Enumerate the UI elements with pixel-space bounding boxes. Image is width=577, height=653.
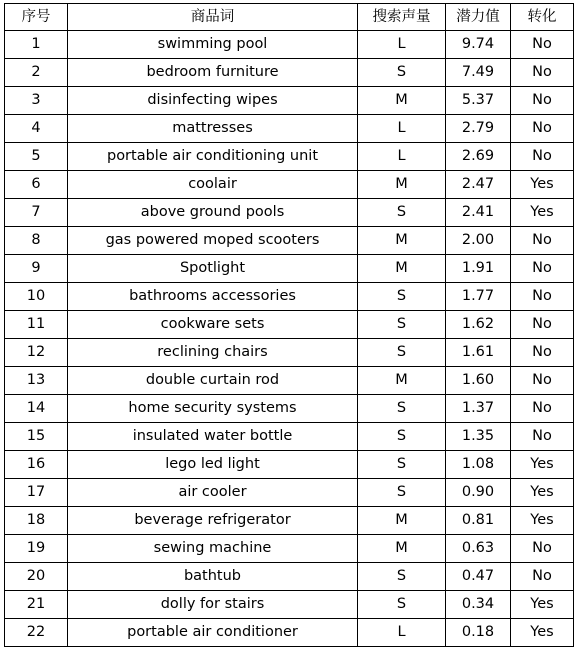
table-row	[5, 311, 574, 339]
table-row	[5, 255, 574, 283]
cell-conversion: Yes	[511, 507, 574, 535]
cell-search-volume: S	[358, 311, 446, 339]
table-row	[5, 563, 574, 591]
header-potential: 潜力值	[446, 4, 511, 31]
cell-index: 1	[5, 31, 68, 59]
cell-search-volume: S	[358, 283, 446, 311]
header-keyword: 商品词	[68, 4, 358, 31]
cell-search-volume: M	[358, 171, 446, 199]
cell-potential: 0.81	[446, 507, 511, 535]
cell-keyword: cookware sets	[68, 311, 358, 339]
cell-search-volume: S	[358, 59, 446, 87]
cell-conversion: No	[511, 423, 574, 451]
table-row	[5, 479, 574, 507]
cell-conversion: No	[511, 115, 574, 143]
cell-keyword: insulated water bottle	[68, 423, 358, 451]
cell-conversion: No	[511, 395, 574, 423]
cell-potential: 1.35	[446, 423, 511, 451]
cell-conversion: No	[511, 227, 574, 255]
cell-index: 10	[5, 283, 68, 311]
cell-search-volume: M	[358, 87, 446, 115]
cell-keyword: bathtub	[68, 563, 358, 591]
cell-index: 18	[5, 507, 68, 535]
table-row	[5, 143, 574, 171]
cell-keyword: gas powered moped scooters	[68, 227, 358, 255]
cell-index: 17	[5, 479, 68, 507]
cell-keyword: home security systems	[68, 395, 358, 423]
cell-conversion: No	[511, 59, 574, 87]
table-row	[5, 423, 574, 451]
cell-keyword: double curtain rod	[68, 367, 358, 395]
cell-keyword: bedroom furniture	[68, 59, 358, 87]
cell-index: 12	[5, 339, 68, 367]
table-row	[5, 199, 574, 227]
cell-potential: 2.41	[446, 199, 511, 227]
cell-keyword: beverage refrigerator	[68, 507, 358, 535]
cell-potential: 9.74	[446, 31, 511, 59]
cell-conversion: Yes	[511, 591, 574, 619]
cell-index: 4	[5, 115, 68, 143]
cell-search-volume: M	[358, 507, 446, 535]
cell-potential: 0.34	[446, 591, 511, 619]
cell-potential: 0.47	[446, 563, 511, 591]
cell-potential: 2.79	[446, 115, 511, 143]
table-row	[5, 507, 574, 535]
cell-search-volume: S	[358, 563, 446, 591]
table-row	[5, 31, 574, 59]
cell-keyword: mattresses	[68, 115, 358, 143]
cell-index: 20	[5, 563, 68, 591]
cell-index: 11	[5, 311, 68, 339]
cell-conversion: No	[511, 563, 574, 591]
table-row	[5, 451, 574, 479]
cell-potential: 1.91	[446, 255, 511, 283]
table-row	[5, 395, 574, 423]
cell-search-volume: S	[358, 479, 446, 507]
cell-keyword: lego led light	[68, 451, 358, 479]
cell-search-volume: S	[358, 451, 446, 479]
table-row	[5, 87, 574, 115]
cell-index: 19	[5, 535, 68, 563]
cell-search-volume: S	[358, 423, 446, 451]
cell-conversion: Yes	[511, 199, 574, 227]
cell-conversion: No	[511, 87, 574, 115]
cell-search-volume: M	[358, 227, 446, 255]
cell-keyword: dolly for stairs	[68, 591, 358, 619]
cell-conversion: No	[511, 143, 574, 171]
cell-search-volume: M	[358, 535, 446, 563]
cell-search-volume: S	[358, 199, 446, 227]
cell-potential: 1.77	[446, 283, 511, 311]
cell-search-volume: S	[358, 591, 446, 619]
table-row	[5, 591, 574, 619]
cell-index: 9	[5, 255, 68, 283]
cell-keyword: coolair	[68, 171, 358, 199]
cell-keyword: swimming pool	[68, 31, 358, 59]
cell-keyword: portable air conditioner	[68, 619, 358, 647]
cell-potential: 0.18	[446, 619, 511, 647]
cell-keyword: reclining chairs	[68, 339, 358, 367]
cell-potential: 2.69	[446, 143, 511, 171]
cell-conversion: No	[511, 535, 574, 563]
cell-conversion: Yes	[511, 619, 574, 647]
keyword-table	[4, 3, 574, 647]
cell-search-volume: M	[358, 367, 446, 395]
table-row	[5, 171, 574, 199]
cell-potential: 1.62	[446, 311, 511, 339]
cell-index: 3	[5, 87, 68, 115]
cell-conversion: No	[511, 31, 574, 59]
table-row	[5, 283, 574, 311]
cell-conversion: No	[511, 283, 574, 311]
header-row	[5, 4, 574, 31]
cell-index: 7	[5, 199, 68, 227]
cell-potential: 2.47	[446, 171, 511, 199]
cell-index: 14	[5, 395, 68, 423]
cell-index: 6	[5, 171, 68, 199]
cell-search-volume: M	[358, 255, 446, 283]
table-row	[5, 535, 574, 563]
cell-potential: 1.61	[446, 339, 511, 367]
cell-search-volume: S	[358, 395, 446, 423]
cell-index: 13	[5, 367, 68, 395]
cell-index: 5	[5, 143, 68, 171]
table-row	[5, 59, 574, 87]
cell-keyword: air cooler	[68, 479, 358, 507]
cell-search-volume: L	[358, 31, 446, 59]
cell-keyword: sewing machine	[68, 535, 358, 563]
cell-conversion: Yes	[511, 451, 574, 479]
cell-keyword: Spotlight	[68, 255, 358, 283]
cell-index: 8	[5, 227, 68, 255]
cell-conversion: Yes	[511, 171, 574, 199]
cell-index: 22	[5, 619, 68, 647]
cell-potential: 0.90	[446, 479, 511, 507]
table-row	[5, 367, 574, 395]
cell-index: 21	[5, 591, 68, 619]
cell-conversion: No	[511, 255, 574, 283]
header-search-volume: 搜索声量	[358, 4, 446, 31]
cell-search-volume: S	[358, 339, 446, 367]
table-row	[5, 339, 574, 367]
cell-search-volume: L	[358, 619, 446, 647]
table-row	[5, 619, 574, 647]
cell-potential: 5.37	[446, 87, 511, 115]
cell-potential: 2.00	[446, 227, 511, 255]
header-index: 序号	[5, 4, 68, 31]
cell-potential: 0.63	[446, 535, 511, 563]
table-row	[5, 115, 574, 143]
cell-keyword: disinfecting wipes	[68, 87, 358, 115]
cell-index: 2	[5, 59, 68, 87]
table-row	[5, 227, 574, 255]
cell-keyword: above ground pools	[68, 199, 358, 227]
cell-potential: 7.49	[446, 59, 511, 87]
cell-search-volume: L	[358, 143, 446, 171]
cell-potential: 1.08	[446, 451, 511, 479]
cell-potential: 1.60	[446, 367, 511, 395]
cell-conversion: No	[511, 339, 574, 367]
cell-conversion: Yes	[511, 479, 574, 507]
cell-keyword: bathrooms accessories	[68, 283, 358, 311]
cell-keyword: portable air conditioning unit	[68, 143, 358, 171]
cell-search-volume: L	[358, 115, 446, 143]
cell-index: 16	[5, 451, 68, 479]
cell-potential: 1.37	[446, 395, 511, 423]
cell-index: 15	[5, 423, 68, 451]
header-conversion: 转化	[511, 4, 574, 31]
cell-conversion: No	[511, 311, 574, 339]
cell-conversion: No	[511, 367, 574, 395]
